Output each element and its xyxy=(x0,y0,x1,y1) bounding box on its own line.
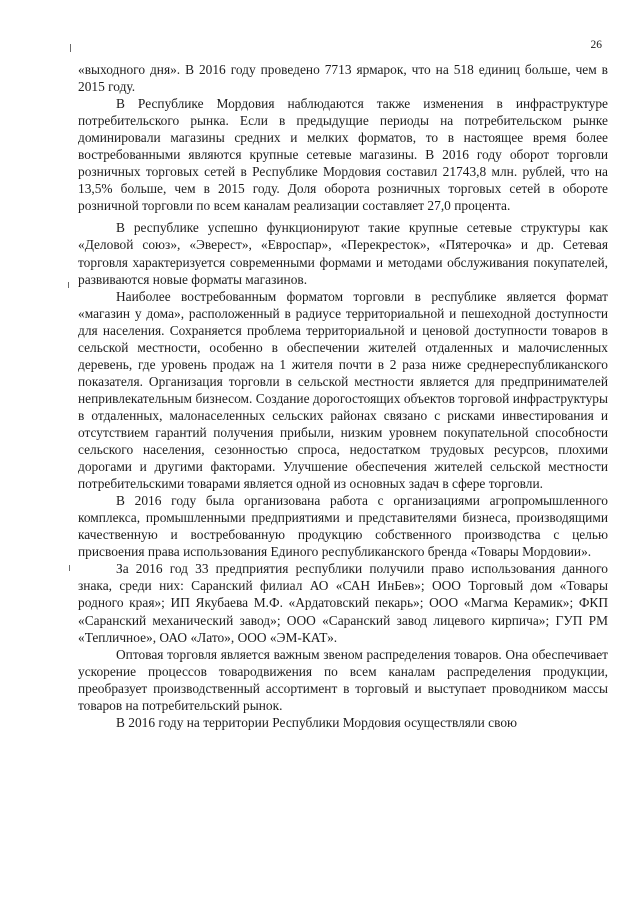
scan-artifact xyxy=(68,282,69,288)
paragraph: В Республике Мордовия наблюдаются также изменения в инфраструктуре потребительского рынка. Если в предыдущие периоды на потребительском рынке доминировали магазины средних и мелких форматов, то в настоящее время более востребованными являются крупные сетевые магазины. В 2016 году оборот торговли розничных торговых сетей в Республике Мордовия составил 21743,8 млн. рублей, что на 13,5% больше, чем в 2015 году. Доля оборота розничных торговых сетей в обороте розничной торговли по всем каналам реализации составляет 27,0 процента. xyxy=(78,96,608,214)
paragraph: За 2016 год 33 предприятия республики получили право использования данного знака, среди них: Саранский филиал АО «САН ИнБев»; ООО Торговый дом «Товары родного края»; ИП Якубаева М.Ф. «Ардатовский пекарь»; ООО «Магма Керамик»; ФКП «Саранский механический завод»; ООО «Саранский завод лицевого кирпича»; ГУП РМ «Тепличное», ОАО «Лато», ООО «ЭМ-КАТ». xyxy=(78,561,608,645)
paragraph: В республике успешно функционируют такие крупные сетевые структуры как «Деловой союз», «Эверест», «Евроспар», «Перекресток», «Пятерочка» и др. Сетевая торговля характеризуется современными формами и методами обслуживания покупателей, развиваются новые форматы магазинов. xyxy=(78,220,608,287)
scan-artifact xyxy=(69,565,70,571)
paragraph: В 2016 году на территории Республики Мордовия осуществляли свою xyxy=(116,714,518,730)
paragraph: В 2016 году была организована работа с организациями агропромышленного комплекса, промышленными предприятиями и представителями бизнеса, производящими качественную и востребованную продукцию собственного производства с целью присвоения права использования Единого республиканского бренда «Товары Мордовии». xyxy=(78,493,608,560)
page-number: 26 xyxy=(590,39,602,51)
scan-artifact xyxy=(70,44,71,52)
document-body xyxy=(78,61,608,731)
paragraph: Наиболее востребованным форматом торговли в республике является формат «магазин у дома», расположенный в радиусе территориальной и пешеходной доступности для населения. Сохраняется проблема территориальной и ценовой доступности товаров в сельской местности, особенно в обеспечении жителей отдаленных и малочисленных деревень, где уровень продаж на 1 жителя почти в 2 раза ниже среднереспубликанского показателя. Организация торговли в сельской местности является для предпринимателей непривлекательным бизнесом. Создание дорогостоящих объектов торговой инфраструктуры в отдаленных, малонаселенных сельских районах связано с рисками инвестирования и отсутствием гарантий получения прибыли, низким уровнем покупательной способности сельского населения, сезонностью спроса, недостатком трудовых ресурсов, плохими дорогами и другими факторами. Улучшение обеспечения жителей сельской местности потребительскими товарами является одной из основных задач в сфере торговли. xyxy=(78,288,608,492)
paragraph: Оптовая торговля является важным звеном распределения товаров. Она обеспечивает ускорение процессов товародвижения по всем каналам распределения продукции, преобразует производственный ассортимент в торговый и выступает проводником массы товаров на потребительский рынок. xyxy=(78,646,608,713)
paragraph: «выходного дня». В 2016 году проведено 7713 ярмарок, что на 518 единиц больше, чем в 2015 году. xyxy=(78,62,608,95)
